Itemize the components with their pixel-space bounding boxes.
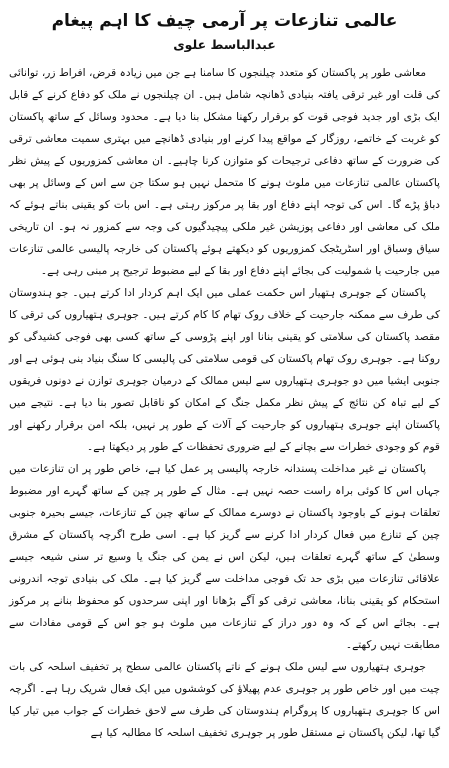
article-body (9, 62, 440, 744)
paragraph-3: پاکستان نے غیر مداخلت پسندانہ خارجہ پالیسی پر عمل کیا ہے، خاص طور پر ان تنازعات میں جہاں اس کا کوئی براہ راست حصہ نہیں ہے۔ مثال کے طور پر چین کے ساتھ گہرے اور مضبوط تعلقات ہونے کے باوجود پاکستان نے دوسرے ممالک کے ساتھ چین کے تنازعات، جیسے بحیرہ جنوبی چین کے تنازع میں فعال کردار ادا کرنے سے گریز کیا ہے۔ اسی طرح اگرچہ پاکستان کے مشرق وسطیٰ کے ساتھ گہرے تعلقات ہیں، لیکن اس نے یمن کی جنگ یا وسیع تر سنی شیعہ جیسے علاقائی تنازعات میں بڑی حد تک فوجی مداخلت سے گریز کیا ہے۔ ملک کی بنیادی توجہ اندرونی استحکام کو یقینی بنانا، معاشی ترقی کو آگے بڑھانا اور اپنی سرحدوں کو محفوظ بنانے پر مرکوز ہے۔ بجائے اس کے کہ وہ دور دراز کے تنازعات میں ملوث ہو جو اس کے قومی مفادات سے مطابقت نہیں رکھتے۔ (9, 463, 440, 651)
article-author: عبدالباسط علوی (173, 37, 276, 52)
paragraph-2: پاکستان کے جوہری ہتھیار اس حکمت عملی میں ایک اہم کردار ادا کرتے ہیں۔ جو ہندوستان کی طرف سے ممکنہ جارحیت کے خلاف روک تھام کا کام کرتے ہیں۔ جوہری ہتھیاروں کی ترقی کا مقصد پاکستان کی سلامتی کو یقینی بنانا اور اپنے پڑوسی کے ساتھ کسی بھی فوجی کشیدگی کو روکنا ہے۔ جوہری روک تھام پاکستان کی قومی سلامتی کی پالیسی کا سنگ بنیاد بنی ہوئی ہے اور جنوبی ایشیا میں دو جوہری ہتھیاروں سے لیس ممالک کے درمیان جوہری توازن نے دونوں فریقوں کے لیے تباہ کن نتائج کے پیش نظر مکمل جنگ کے امکان کو ناقابل تصور بنا دیا ہے۔ نتیجے میں پاکستان اپنے جوہری ہتھیاروں کو جارحیت کے آلات کے طور پر نہیں، بلکہ امن برقرار رکھنے اور قوم کو وجودی خطرات سے بچانے کے لیے ضروری تحفظات کے طور پر دیکھتا ہے۔ (9, 287, 440, 453)
paragraph-4: جوہری ہتھیاروں سے لیس ملک ہونے کے ناتے پاکستان عالمی سطح پر تخفیف اسلحہ کی بات چیت میں اور خاص طور پر جوہری عدم پھیلاؤ کی کوششوں میں ایک فعال شریک رہا ہے۔ اگرچہ اس کا جوہری ہتھیاروں کا پروگرام ہندوستان کی طرف سے لاحق خطرات کے جواب میں تیار کیا گیا تھا، لیکن پاکستان نے مستقل طور پر جوہری تخفیف اسلحہ کا مطالبہ کیا ہے (9, 661, 440, 739)
article-title: عالمی تنازعات پر آرمی چیف کا اہم پیغام (51, 11, 398, 31)
paragraph-1: معاشی طور پر پاکستان کو متعدد چیلنجوں کا سامنا ہے جن میں زیادہ قرض، افراط زر، توانائی کی قلت اور غیر ترقی یافتہ بنیادی ڈھانچہ شامل ہیں۔ ان چیلنجوں نے ملک کو دفاع کرنے کے قابل ایک بڑی اور جدید فوجی قوت کو برقرار رکھنا مشکل بنا دیا ہے۔ محدود وسائل کے ساتھ پاکستان کو غربت کے خاتمے، روزگار کے مواقع پیدا کرنے اور بنیادی ڈھانچے میں بہتری سمیت معاشی ترقی کی ضرورت کے ساتھ دفاعی ترجیحات کو متوازن کرنا چاہیے۔ ان معاشی کمزوریوں کے پیش نظر پاکستان عالمی تنازعات میں ملوث ہونے کا متحمل نہیں ہو سکتا جن سے اس کے وسائل پر بھی دباؤ پڑے گا۔ اس کی توجہ اپنے دفاع اور بقا پر مرکوز رہتی ہے۔ اس بات کو یقینی بناتے ہوئے کہ ملک کی معاشی اور دفاعی پوزیشن غیر ملکی پیچیدگیوں کی وجہ سے کمزور نہ ہو۔ ان تاریخی سیاق وسباق اور اسٹریٹجک کمزوریوں کو دیکھتے ہوئے پاکستان کی خارجہ پالیسی عالمی تنازعات میں جارحیت یا شمولیت کی بجائے اپنے دفاع اور بقا کے لیے مضبوط ترجیح پر مبنی رہی ہے۔ (9, 67, 440, 277)
